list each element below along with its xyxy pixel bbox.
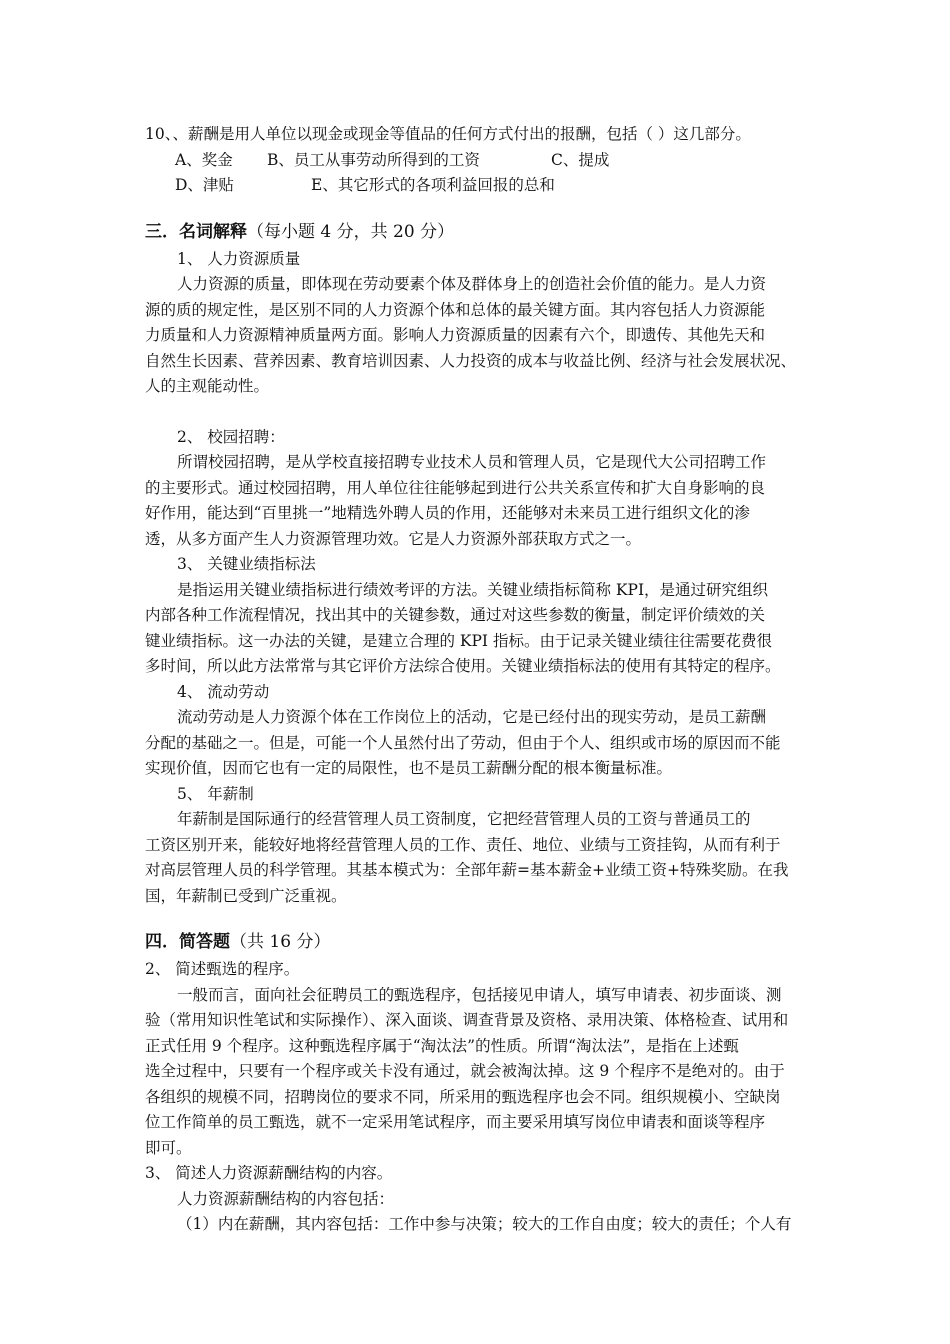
term-1-title: 1、 人力资源质量 bbox=[177, 249, 301, 268]
term-4-line-1: 流动劳动是人力资源个体在工作岗位上的活动，它是已经付出的现实劳动，是员工薪酬 bbox=[177, 708, 767, 726]
term-1-line-1: 人力资源的质量，即体现在劳动要素个体及群体身上的创造社会价值的能力。是人力资 bbox=[177, 275, 767, 293]
term-5-title: 5、 年薪制 bbox=[177, 784, 254, 803]
term-2-line-3: 好作用，能达到“百里挑一”地精选外聘人员的作用，还能够对未来员工进行组织文化的渗 bbox=[145, 504, 750, 522]
section4-note: （共 16 分） bbox=[230, 932, 331, 952]
short-answer-2-line-1: 一般而言，面向社会征聘员工的甄选程序，包括接见申请人，填写申请表、初步面谈、测 bbox=[177, 985, 782, 1004]
short-answer-2-line-7: 即可。 bbox=[145, 1138, 192, 1157]
term-3-line-4: 多时间，所以此方法常常与其它评价方法综合使用。关键业绩指标法的使用有其特定的程序。 bbox=[145, 657, 781, 675]
section3-note: （每小题 4 分，共 20 分） bbox=[247, 221, 455, 242]
short-answer-2-line-6: 位工作简单的员工甄选，就不一定采用笔试程序，而主要采用填写岗位申请表和面谈等程序 bbox=[145, 1113, 766, 1131]
term-5 bbox=[145, 782, 815, 910]
q10-options-row2 bbox=[145, 173, 815, 199]
short-answer-2-line-2: 验（常用知识性笔试和实际操作）、深入面谈、调查背景及资格、录用决策、体格检查、试用和 bbox=[145, 1011, 789, 1029]
term-1-line-5: 人的主观能动性。 bbox=[145, 377, 270, 395]
short-answer-3-question: 3、 简述人力资源薪酬结构的内容。 bbox=[145, 1164, 393, 1182]
term-4-title: 4、 流动劳动 bbox=[177, 682, 270, 701]
term-4-line-3: 实现价值，因而它也有一定的局限性，也不是员工薪酬分配的根本衡量标准。 bbox=[145, 759, 673, 777]
term-2-line-2: 的主要形式。通过校园招聘，用人单位往往能够起到进行公共关系宣传和扩大自身影响的良 bbox=[145, 478, 766, 497]
short-answer-2 bbox=[145, 957, 815, 1161]
term-5-line-3: 对高层管理人员的科学管理。其基本模式为：全部年薪=基本薪金+业绩工资+特殊奖励。在我 bbox=[145, 861, 789, 879]
short-answer-3 bbox=[145, 1161, 815, 1238]
short-answer-2-line-5: 各组织的规模不同，招聘岗位的要求不同，所采用的甄选程序也会不同。组织规模小、空缺岗 bbox=[145, 1087, 781, 1106]
short-answer-3-intro: 人力资源薪酬结构的内容包括： bbox=[177, 1189, 395, 1208]
section3-title: 三．名词解释 bbox=[145, 221, 247, 242]
term-3 bbox=[145, 552, 815, 680]
section4-heading bbox=[145, 927, 815, 957]
q10-option-c: C、提成 bbox=[551, 150, 610, 169]
term-2-line-1: 所谓校园招聘，是从学校直接招聘专业技术人员和管理人员，它是现代大公司招聘工作 bbox=[177, 453, 767, 471]
term-3-title: 3、 关键业绩指标法 bbox=[177, 555, 316, 573]
term-3-line-2: 内部各种工作流程情况，找出其中的关键参数，通过对这些参数的衡量，制定评价绩效的关 bbox=[145, 606, 766, 624]
term-1-line-4: 自然生长因素、营养因素、教育培训因素、人力投资的成本与收益比例、经济与社会发展状况、 bbox=[145, 351, 797, 370]
short-answer-2-question: 2、 简述甄选的程序。 bbox=[145, 960, 300, 978]
term-3-line-1: 是指运用关键业绩指标进行绩效考评的方法。关键业绩指标简称 KPI，是通过研究组织 bbox=[177, 580, 769, 599]
q10-option-a: A、奖金 bbox=[175, 150, 233, 169]
q10-option-b: B、员工从事劳动所得到的工资 bbox=[267, 150, 480, 169]
term-2 bbox=[145, 425, 815, 553]
term-4 bbox=[145, 680, 815, 782]
q10-option-d: D、津贴 bbox=[175, 176, 234, 194]
term-1-line-2: 源的质的规定性，是区别不同的人力资源个体和总体的最关键方面。其内容包括人力资源能 bbox=[145, 300, 766, 319]
term-5-line-2: 工资区别开来，能较好地将经营管理人员的工作、责任、地位、业绩与工资挂钩，从而有利于 bbox=[145, 835, 781, 854]
short-answer-2-line-3: 正式任用 9 个程序。这种甄选程序属于“淘汰法”的性质。所谓“淘汰法”，是指在上述甄 bbox=[145, 1036, 739, 1055]
term-2-title: 2、 校园招聘： bbox=[177, 427, 285, 446]
term-5-line-1: 年薪制是国际通行的经营管理人员工资制度，它把经营管理人员的工资与普通员工的 bbox=[177, 810, 751, 828]
term-2-line-4: 透，从多方面产生人力资源管理功效。它是人力资源外部获取方式之一。 bbox=[145, 529, 642, 548]
term-5-line-4: 国，年薪制已受到广泛重视。 bbox=[145, 886, 347, 905]
short-answer-3-point-1: （1）内在薪酬，其内容包括：工作中参与决策；较大的工作自由度；较大的责任；个人有 bbox=[177, 1215, 792, 1233]
section4-title: 四．简答题 bbox=[145, 932, 230, 952]
q10-options-row1 bbox=[145, 148, 815, 174]
term-4-line-2: 分配的基础之一。但是，可能一个人虽然付出了劳动，但由于个人、组织或市场的原因而不能 bbox=[145, 733, 781, 752]
short-answer-2-line-4: 选全过程中，只要有一个程序或关卡没有通过，就会被淘汰掉。这 9 个程序不是绝对的。由于 bbox=[145, 1062, 785, 1080]
document-page bbox=[145, 122, 815, 1238]
term-1-line-3: 力质量和人力资源精神质量两方面。影响人力资源质量的因素有六个，即遗传、其他先天和 bbox=[145, 326, 766, 344]
section3-heading bbox=[145, 217, 815, 247]
term-3-line-3: 键业绩指标。这一办法的关键，是建立合理的 KPI 指标。由于记录关键业绩往往需要花费很 bbox=[145, 631, 772, 650]
q10-stem: 10、、薪酬是用人单位以现金或现金等值品的任何方式付出的报酬，包括（ ）这几部分。 bbox=[145, 125, 751, 143]
q10-option-e: E、其它形式的各项利益回报的总和 bbox=[311, 176, 555, 194]
term-1 bbox=[145, 247, 815, 400]
